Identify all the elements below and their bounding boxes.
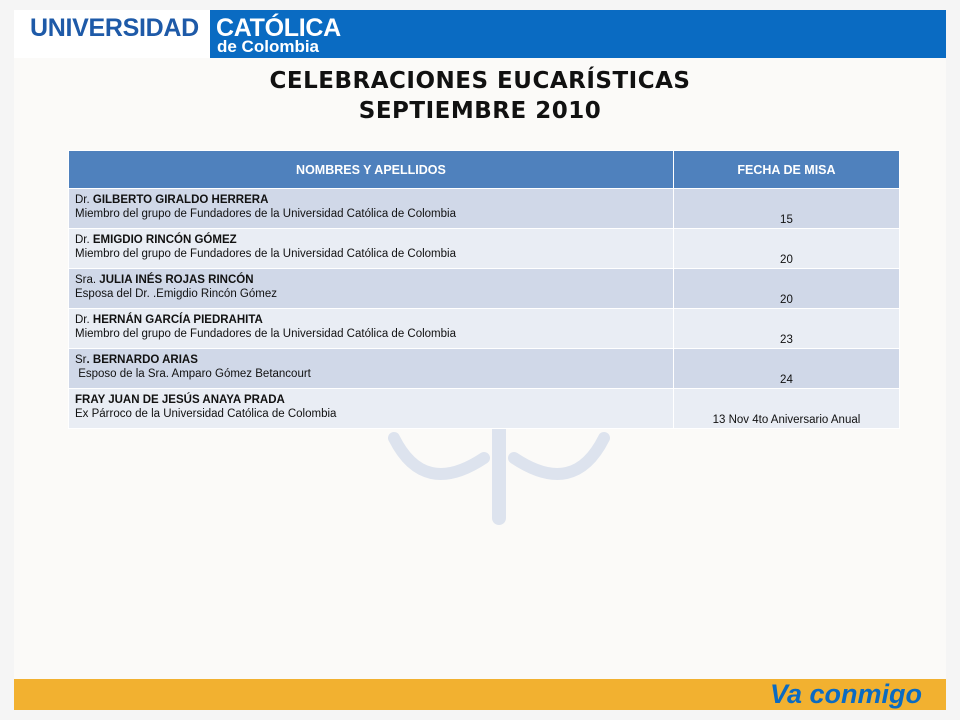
person-name <box>75 393 667 407</box>
slide <box>14 10 946 710</box>
person-name <box>75 313 667 327</box>
name-cell <box>69 269 674 309</box>
table-row <box>69 269 900 309</box>
name-cell <box>69 349 674 389</box>
date-cell: 15 <box>673 189 899 229</box>
logo-subtitle: de Colombia <box>217 37 320 56</box>
name-cell <box>69 309 674 349</box>
logo-word-universidad: UNIVERSIDAD <box>30 14 199 42</box>
person-name <box>75 193 667 207</box>
person-fullname: . BERNARDO ARIAS <box>86 354 198 366</box>
table-row <box>69 389 900 429</box>
name-cell <box>69 189 674 229</box>
column-header-date: FECHA DE MISA <box>673 151 899 189</box>
person-description: Miembro del grupo de Fundadores de la Universidad Católica de Colombia <box>75 328 456 340</box>
person-fullname: FRAY JUAN DE JESÚS ANAYA PRADA <box>75 394 285 406</box>
person-name <box>75 233 667 247</box>
table-row <box>69 229 900 269</box>
person-description: Miembro del grupo de Fundadores de la Universidad Católica de Colombia <box>75 248 456 260</box>
footer-slogan: Va conmigo <box>769 679 922 709</box>
person-description: Esposa del Dr. .Emigdio Rincón Gómez <box>75 288 277 300</box>
person-fullname: HERNÁN GARCÍA PIEDRAHITA <box>92 314 263 326</box>
date-cell: 23 <box>673 309 899 349</box>
person-title: Dr. <box>75 194 93 206</box>
logo-word-catolica: CATÓLICA <box>216 14 341 42</box>
name-cell <box>69 229 674 269</box>
person-fullname: EMIGDIO RINCÓN GÓMEZ <box>92 234 237 246</box>
table-row <box>69 189 900 229</box>
watermark-emblem-icon <box>384 428 614 528</box>
person-title: Sra. <box>75 274 100 286</box>
name-cell <box>69 389 674 429</box>
person-title: Dr. <box>75 314 93 326</box>
person-description: Ex Párroco de la Universidad Católica de Colombia <box>75 408 337 420</box>
table-row <box>69 309 900 349</box>
date-cell: 20 <box>673 269 899 309</box>
table-row <box>69 349 900 389</box>
person-fullname: JULIA INÉS ROJAS RINCÓN <box>99 274 254 286</box>
person-name <box>75 353 667 367</box>
page-subtitle: SEPTIEMBRE 2010 <box>358 98 602 124</box>
person-title: Sr <box>75 354 87 366</box>
date-cell: 13 Nov 4to Aniversario Anual <box>673 389 899 429</box>
person-description: Miembro del grupo de Fundadores de la Universidad Católica de Colombia <box>75 208 456 220</box>
university-logo <box>30 14 341 42</box>
page-title: CELEBRACIONES EUCARÍSTICAS <box>269 68 691 94</box>
person-name <box>75 273 667 287</box>
person-fullname: GILBERTO GIRALDO HERRERA <box>92 194 269 206</box>
person-description: Esposo de la Sra. Amparo Gómez Betancourt <box>75 368 311 380</box>
date-cell: 24 <box>673 349 899 389</box>
person-title: Dr. <box>75 234 93 246</box>
table-header-row <box>69 151 900 189</box>
masses-table <box>68 150 900 429</box>
date-cell: 20 <box>673 229 899 269</box>
column-header-names: NOMBRES Y APELLIDOS <box>69 151 674 189</box>
